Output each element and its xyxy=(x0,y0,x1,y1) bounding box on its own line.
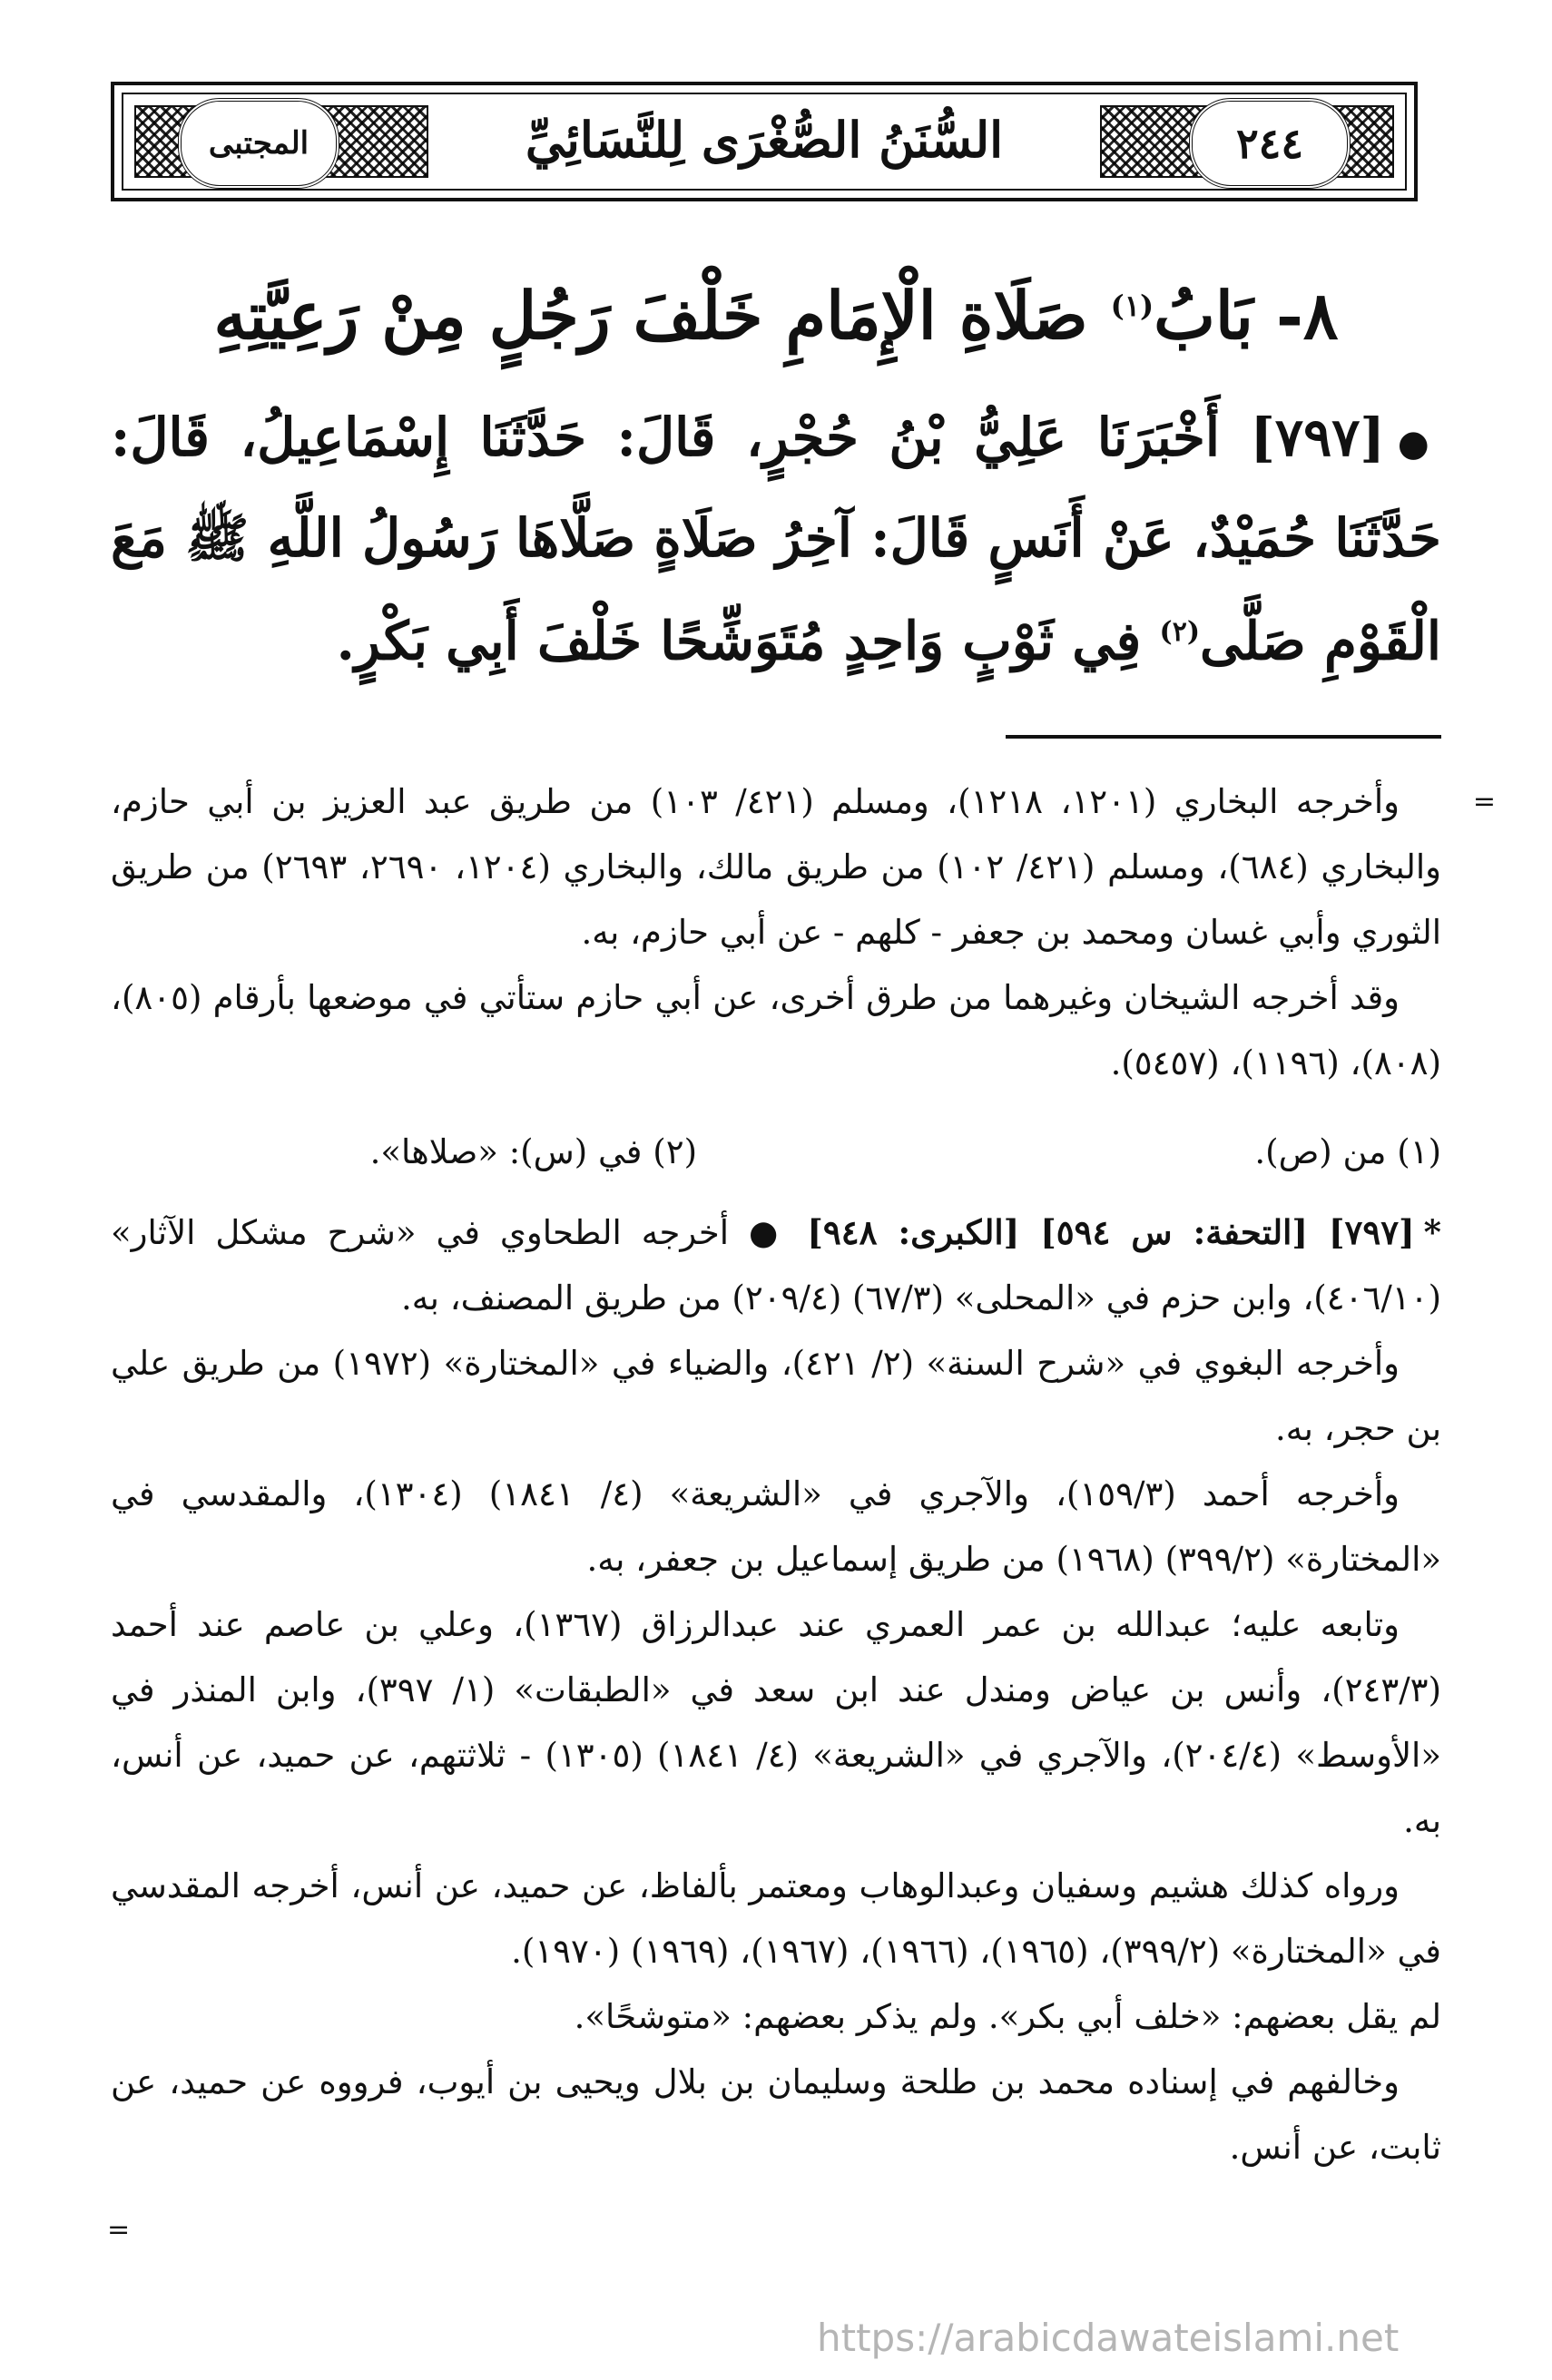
hadith-part1: [٧٩٧] أَخْبَرَنَا عَلِيُّ بْنُ حُجْرٍ، قَالَ: حَدَّثَنَا إِسْمَاعِيلُ، قَالَ: حَدَّثَنَا حُمَيْدٌ، عَنْ أَنَسٍ قَالَ: آخِرُ صَلَاةٍ صَلَّاهَا رَسُولُ اللَّهِ ﷺ مَعَ الْقَوْمِ صَلَّى xyxy=(111,406,1441,672)
footnote-1: (١) من (ص). xyxy=(1254,1132,1441,1171)
hadith-ref: (٢) xyxy=(1159,616,1201,648)
footnote-separator xyxy=(1006,735,1441,739)
hadith-part2: فِي ثَوْبٍ وَاحِدٍ مُتَوَشِّحًا خَلْفَ أَبِي بَكْرٍ. xyxy=(336,610,1142,672)
chapter-word: بَابُ xyxy=(1154,277,1253,354)
page-number: ٢٤٤ xyxy=(1235,119,1304,168)
takhrij-first xyxy=(111,1200,1441,1331)
note-paragraph: وقد أخرجه الشيخان وغيرهما من طرق أخرى، عن أبي حازم ستأتي في موضعها بأرقام (٨٠٥)، (٨٠٨)، (١١٩٦)، (٥٤٥٧). xyxy=(111,978,1441,1082)
footnote-2: (٢) في (س): «صلاها». xyxy=(369,1132,697,1171)
continuation-mark-bottom: = xyxy=(107,2214,131,2246)
takhrij-head: [٧٩٧] [التحفة: س ٥٩٤] [الكبرى: ٩٤٨] xyxy=(807,1212,1415,1252)
emblem-medallion xyxy=(178,98,339,189)
note-paragraph: وأخرجه أحمد (١٥٩/٣)، والآجري في «الشريعة» (٤/ ١٨٤١) (١٣٠٤)، والمقدسي في «المختارة» (٣٩٩/٢) (١٩٦٨) من طريق إسماعيل بن جعفر، به. xyxy=(111,1474,1441,1579)
note-paragraph: وأخرجه البغوي في «شرح السنة» (٢/ ٤٢١)، والضياء في «المختارة» (١٩٧٢) من طريق علي بن حجر، به. xyxy=(111,1344,1441,1448)
hadith-text xyxy=(111,390,1441,688)
note-paragraph: وخالفهم في إسناده محمد بن طلحة وسليمان بن بلال ويحيى بن أيوب، فرووه عن حميد، عن ثابت، عن أنس. xyxy=(111,2062,1441,2167)
watermark-url: https://arabicdawateislami.net xyxy=(817,2316,1400,2360)
chapter-number: ٨- xyxy=(1275,277,1339,354)
star-mark: * xyxy=(1423,1212,1442,1252)
emblem-text: المجتبى xyxy=(208,125,309,162)
chapter-heading xyxy=(136,256,1416,356)
chapter-title: صَلَاةِ الْإِمَامِ خَلْفَ رَجُلٍ مِنْ رَعِيَّتِهِ xyxy=(213,277,1088,354)
notes-bottom xyxy=(111,1200,1441,2180)
book-title: السُّنَنُ الصُّغْرَى لِلنَّسَائِيِّ xyxy=(525,111,1004,169)
note-paragraph: وأخرجه البخاري (١٢٠١، ١٢١٨)، ومسلم (٤٢١/ ١٠٣) من طريق عبد العزيز بن أبي حازم، والبخاري (٦٨٤)، ومسلم (٤٢١/ ١٠٢) من طريق مالك، والبخاري (١٢٠٤، ٢٦٩٠، ٢٦٩٣) من طريق الثوري وأبي غسان ومحمد بن جعفر - كلهم - عن أبي حازم، به. xyxy=(111,782,1441,952)
page-header xyxy=(111,82,1418,201)
takhrij-bullet: ● xyxy=(748,1212,788,1252)
takhrij-first-text: أخرجه الطحاوي في «شرح مشكل الآثار» (٤٠٦/١٠)، وابن حزم في «المحلى» (٦٧/٣) (٢٠٩/٤) من طريق المصنف، به. xyxy=(111,1213,1441,1317)
page-number-medallion xyxy=(1189,98,1351,189)
note-paragraph: وتابعه عليه؛ عبدالله بن عمر العمري عند عبدالرزاق (١٣٦٧)، وعلي بن عاصم عند أحمد (٢٤٣/٣)، وأنس بن عياض ومندل عند ابن سعد في «الطبقات» (١/ ٣٩٧)، وابن المنذر في «الأوسط» (٢٠٤/٤)، والآجري في «الشريعة» (٤/ ١٨٤١) (١٣٠٥) - ثلاثتهم، عن حميد، عن أنس، به. xyxy=(111,1605,1441,1840)
hadith-bullet: ● xyxy=(1397,422,1441,465)
note-paragraph: ورواه كذلك هشيم وسفيان وعبدالوهاب ومعتمر بألفاظ، عن حميد، عن أنس، أخرجه المقدسي في «المختارة» (٣٩٩/٢)، (١٩٦٥)، (١٩٦٦)، (١٩٦٧)، (١٩٦٩) (١٩٧٠). xyxy=(111,1866,1441,1971)
chapter-ref: (١) xyxy=(1110,289,1154,323)
footnotes-row xyxy=(111,1125,1441,1180)
notes-top xyxy=(111,769,1496,1096)
continuation-mark-top: = xyxy=(1472,786,1496,818)
note-paragraph: لم يقل بعضهم: «خلف أبي بكر». ولم يذكر بعضهم: «متوشحًا». xyxy=(574,1997,1441,2036)
